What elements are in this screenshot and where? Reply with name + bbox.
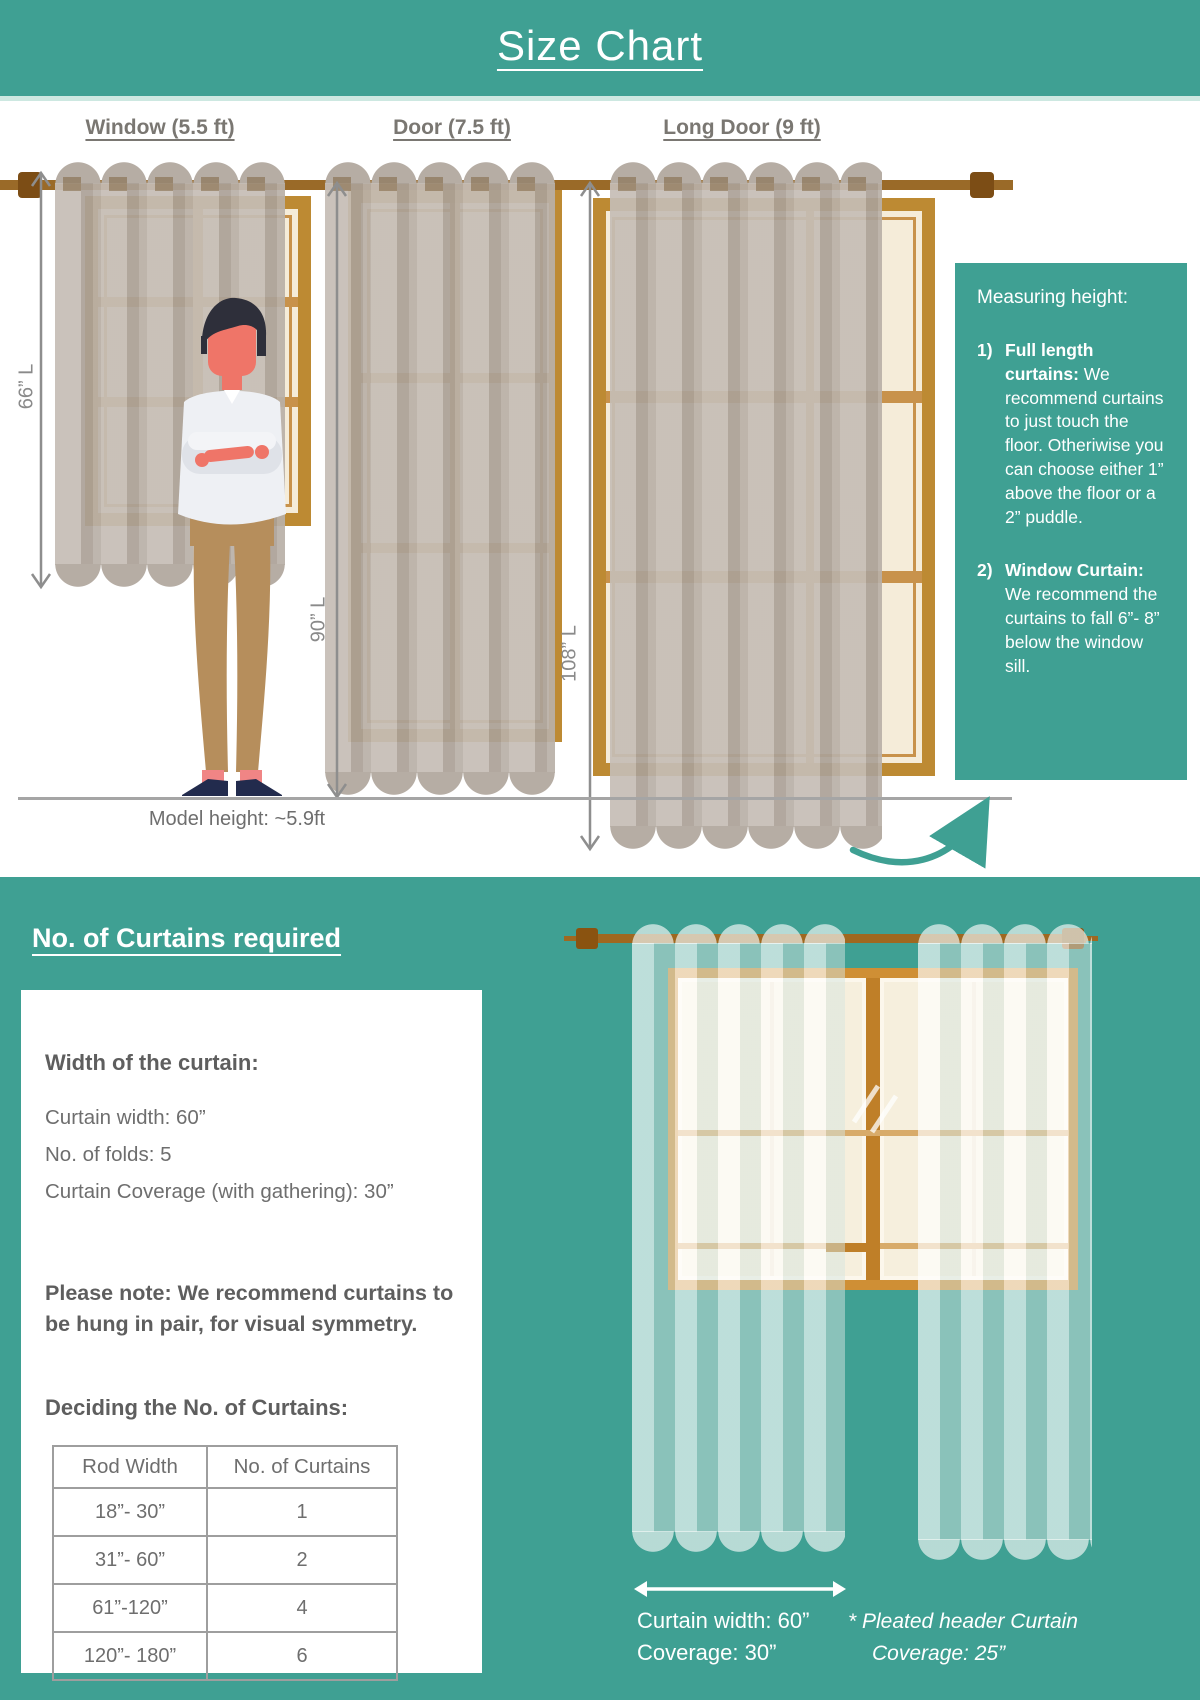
cell-rod-width: 61”-120” <box>53 1584 207 1632</box>
long-door-label: Long Door (9 ft) <box>663 116 821 139</box>
col-header-rod-width: Rod Width <box>53 1446 207 1488</box>
sheer-wavy-bottom <box>918 1539 1092 1565</box>
door-curtain <box>325 158 555 798</box>
cell-count: 4 <box>207 1584 397 1632</box>
item-number: 1) <box>977 340 993 360</box>
measuring-item-1 <box>977 339 1169 529</box>
curtain-width-label: Curtain width: 60” <box>637 1608 810 1633</box>
measuring-box-title: Measuring height: <box>977 287 1129 308</box>
curtain-body <box>610 183 882 827</box>
curtain-wavy-bottom <box>610 826 882 852</box>
cell-rod-width: 18”- 30” <box>53 1488 207 1536</box>
rod-finial-left-2 <box>576 928 598 949</box>
coverage-label: Coverage: 30” <box>637 1640 777 1665</box>
measure-label-108: 108” L <box>558 625 581 682</box>
pleated-note-line2: Coverage: 25” <box>872 1642 1006 1665</box>
item-text: We recommend curtains to just touch the floor. Otheriwise you can choose either 1” above the floor or a 2” puddle. <box>1005 363 1164 527</box>
curtain-width-line: Curtain width: 60” <box>45 1106 206 1129</box>
item-bold-text: Window Curtain: <box>1005 560 1144 581</box>
cell-rod-width: 31”- 60” <box>53 1536 207 1584</box>
measure-label-66: 66” L <box>15 363 38 410</box>
col-header-no-curtains: No. of Curtains <box>207 1446 397 1488</box>
curtain-table <box>52 1445 398 1681</box>
curved-arrow <box>845 795 995 870</box>
curtain-tabs <box>55 177 285 191</box>
item-text: We recommend the curtains to fall 6”- 8” below the window sill. <box>1005 584 1160 676</box>
table-title: Deciding the No. of Curtains: <box>45 1395 349 1420</box>
cell-count: 2 <box>207 1536 397 1584</box>
cell-count: 1 <box>207 1488 397 1536</box>
width-title: Width of the curtain: <box>45 1050 259 1075</box>
pleated-note-line1: * Pleated header Curtain <box>848 1610 1078 1633</box>
table-header-row <box>53 1446 397 1488</box>
page-title: Size Chart <box>496 22 704 69</box>
rod-finial-right <box>970 172 994 198</box>
curtain-wavy-bottom <box>325 772 555 798</box>
table-row <box>53 1584 397 1632</box>
curtain-width-arrow <box>633 1578 847 1600</box>
curtains-required-heading: No. of Curtains required <box>32 923 342 953</box>
cell-rod-width: 120”- 180” <box>53 1632 207 1680</box>
table-row <box>53 1536 397 1584</box>
curtain-tabs <box>610 177 882 191</box>
table-row <box>53 1632 397 1680</box>
sheer-body <box>918 943 1092 1540</box>
cell-count: 6 <box>207 1632 397 1680</box>
item-body <box>1005 339 1169 529</box>
coverage-line: Curtain Coverage (with gathering): 30” <box>45 1180 394 1203</box>
curtain-tabs <box>325 177 555 191</box>
sheer-scallop-top <box>632 918 845 944</box>
sheer-scallop-top <box>918 918 1092 944</box>
sheer-body <box>632 943 845 1532</box>
measure-label-90: 90” L <box>307 596 330 643</box>
sheer-curtain-right <box>918 918 1092 1565</box>
glass-shine <box>842 1072 902 1138</box>
table-row <box>53 1488 397 1536</box>
measuring-item-2 <box>977 559 1169 678</box>
item-bold-text: Full length curtains: <box>1005 340 1094 384</box>
header-edge-line <box>0 96 1200 101</box>
item-number: 2) <box>977 560 993 581</box>
item-body <box>1005 559 1169 678</box>
model-figure <box>148 290 316 806</box>
model-height-caption: Model height: ~5.9ft <box>148 808 326 830</box>
long-door-curtain <box>610 158 882 852</box>
window-label: Window (5.5 ft) <box>85 116 235 139</box>
curtain-body <box>325 183 555 773</box>
measuring-height-box <box>955 263 1187 780</box>
folds-line: No. of folds: 5 <box>45 1143 172 1166</box>
door-label: Door (7.5 ft) <box>393 116 511 139</box>
measure-arrow-90 <box>324 178 350 802</box>
info-panel <box>21 990 482 1673</box>
measure-arrow-108 <box>577 178 603 854</box>
sheer-wavy-bottom <box>632 1531 845 1557</box>
note-text: Please note: We recommend curtains to be hung in pair, for visual symmetry. <box>45 1281 454 1336</box>
bottom-section <box>0 877 1200 1700</box>
sheer-curtain-left <box>632 918 845 1557</box>
